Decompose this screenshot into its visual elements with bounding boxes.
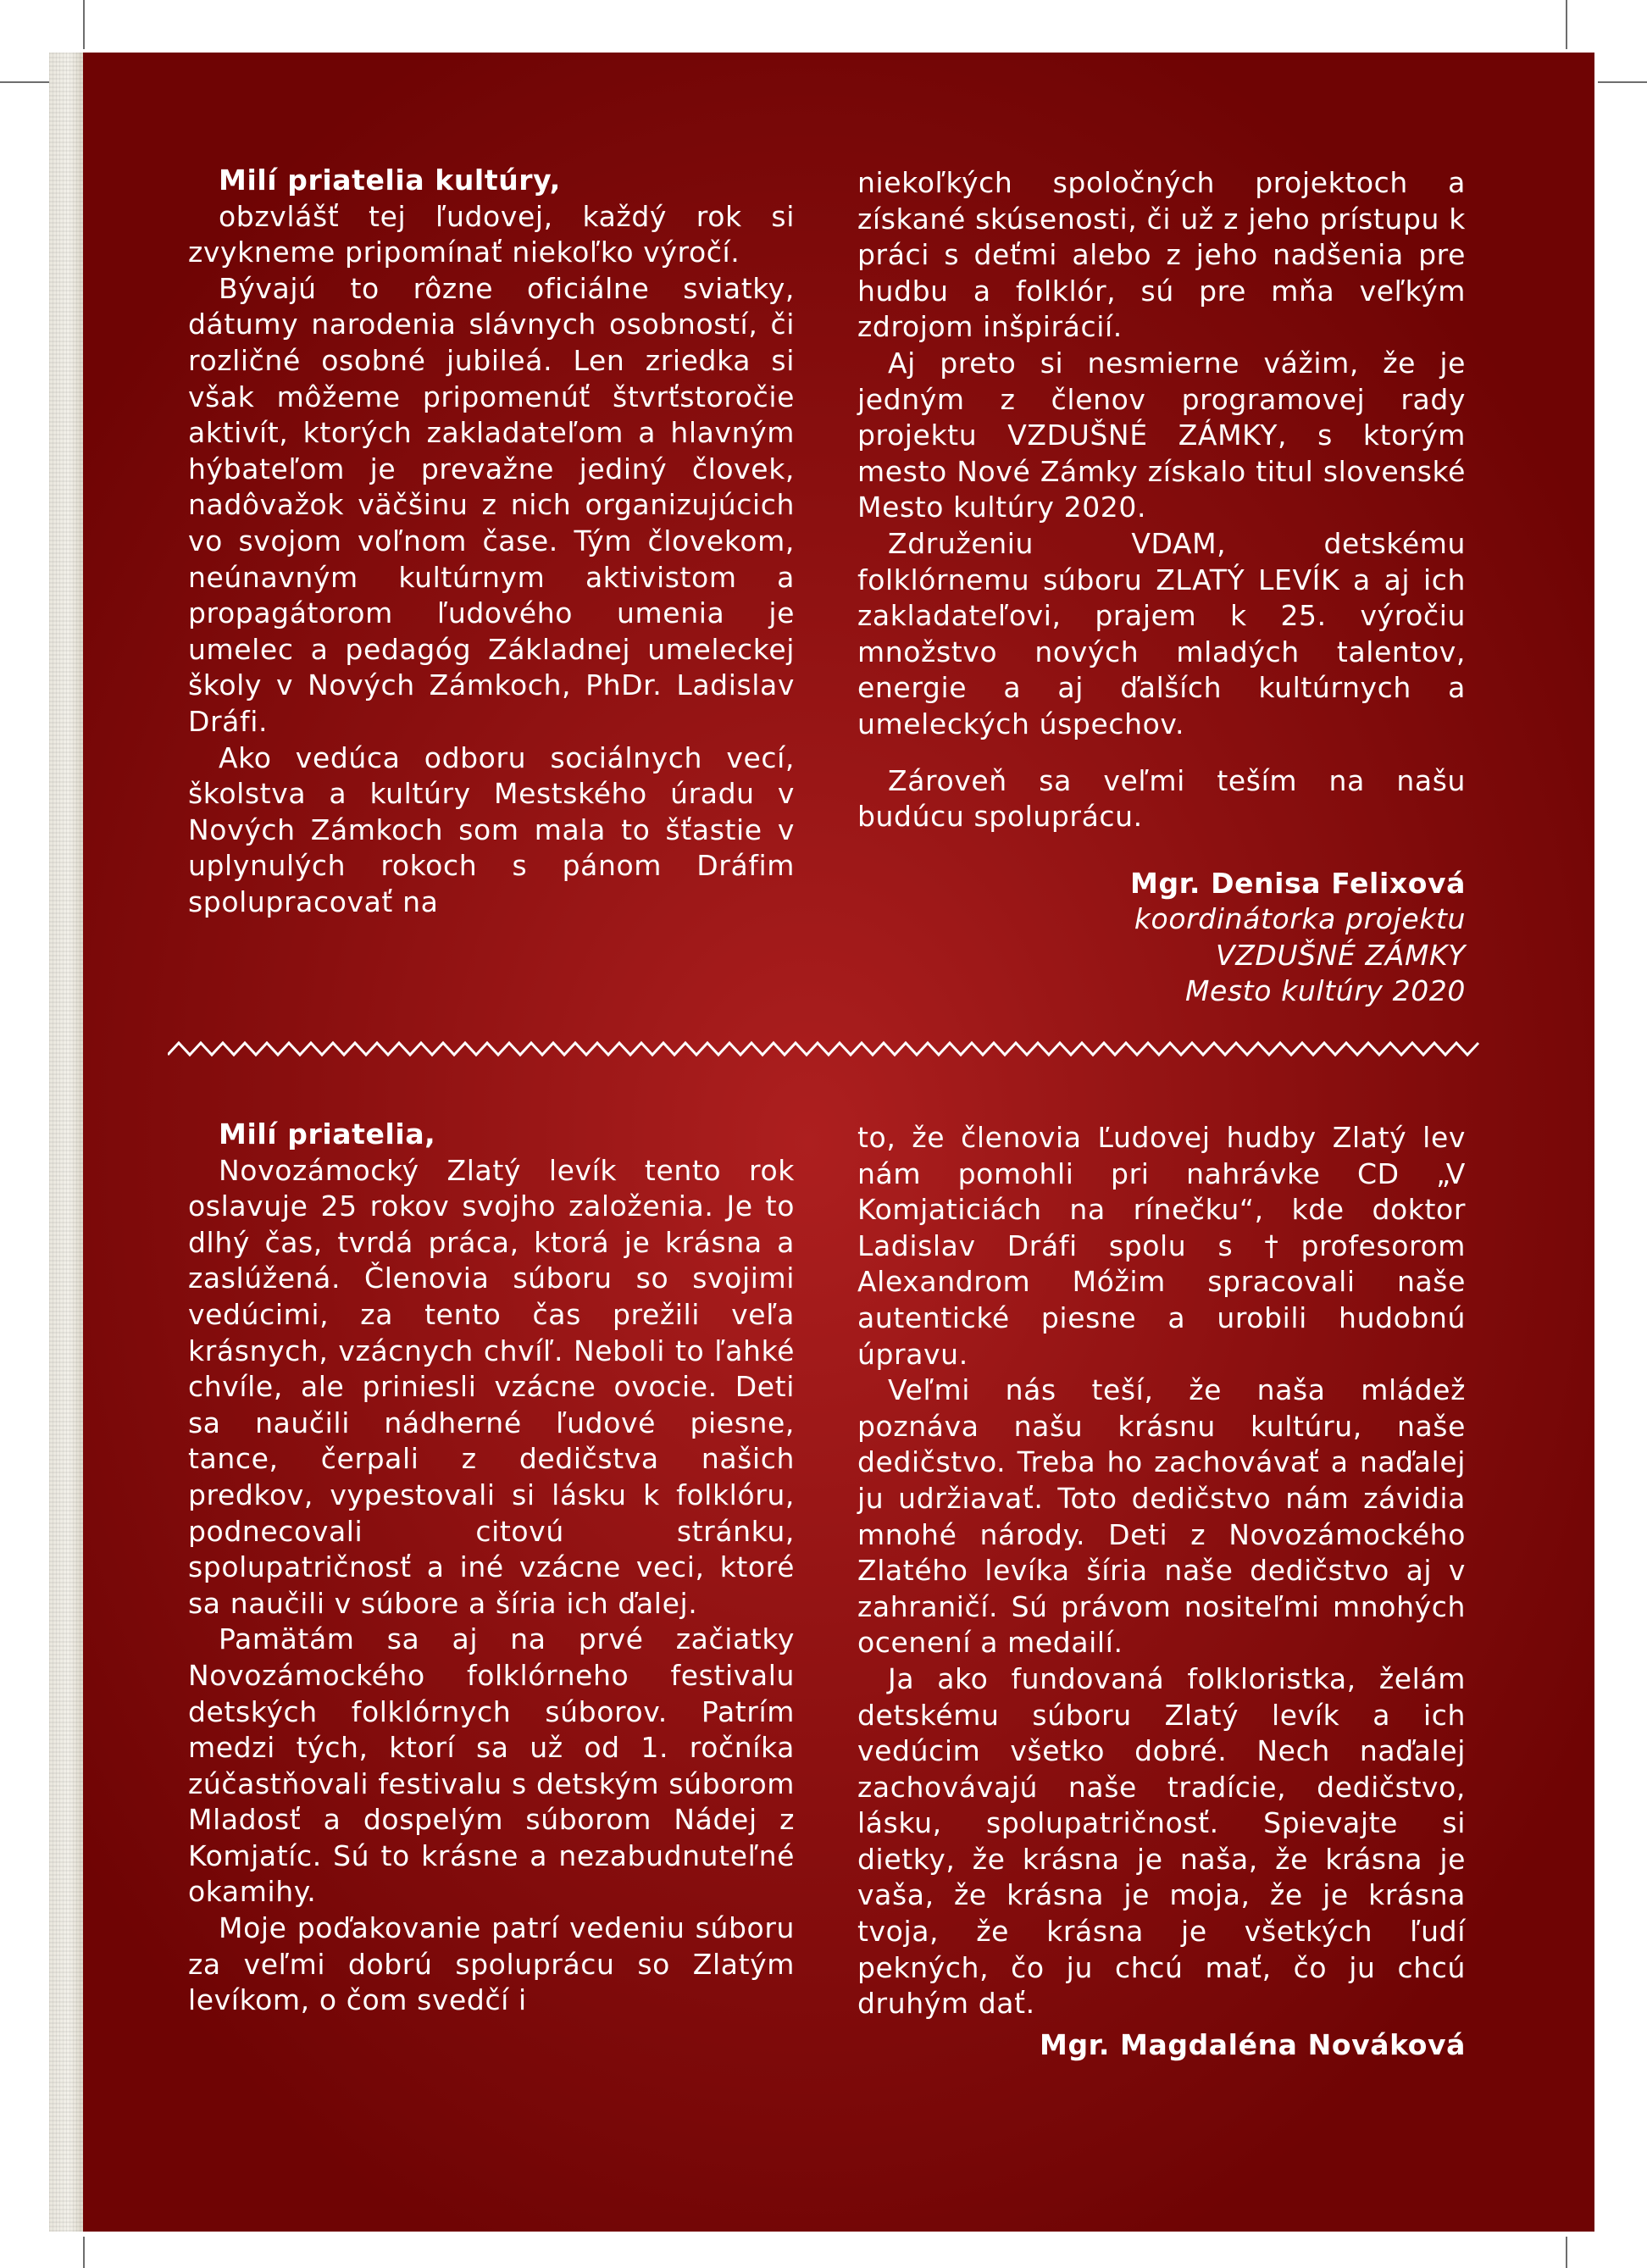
letter1-paragraph: Zároveň sa veľmi teším na našu budúcu spoluprácu. [857,763,1466,834]
letter1-paragraph: obzvlášť tej ľudovej, každý rok si zvykneme pripomínať niekoľko výročí. [188,199,795,269]
letter2-paragraph: Ja ako fundovaná folkloristka, želám detskému súboru Zlatý levík a ich vedúcim všetko dobré. Nech naďalej zachovávajú naše tradície, dedičstvo, lásku, spolupatričnosť. Spievajte si dietky, že krásna je naša, že krásna je vaša, že krásna je moja, že je krásna tvoja, že krásna je všetkých ľudí pekných, čo ju chcú mať, čo ju chcú druhým dať. [857,1661,1466,2021]
letter2-paragraph: Veľmi nás teší, že naša mládež poznáva našu krásnu kultúru, naše dedičstvo. Treba ho zachovávať a naďalej ju udržiavať. Toto dedičstvo nám závidia mnohé národy. Deti z Novozámockého Zlatého levíka šíria naše dedičstvo aj v zahraničí. Sú právom nositeľmi mnohých ocenení a medailí. [857,1373,1466,1660]
letter1-column-left [188,163,795,920]
letter2-paragraph: Pamätám sa aj na prvé začiatky Novozámockého folklórneho festivalu detských folklórnych súborov. Patrím medzi tých, ktorí sa už od 1. ročníka zúčastňovali festivalu s detským súborom Mladosť a dospelým súborom Nádej z Komjatíc. Sú to krásne a nezabudnuteľné okamihy. [188,1622,795,1909]
crop-mark-bottom-right [1566,2237,1567,2268]
letter1-paragraph: niekoľkých spoločných projektoch a získané skúsenosti, či už z jeho prístupu k práci s deťmi alebo z jeho nadšenia pre hudbu a folklór, sú pre mňa veľkým zdrojom inšpirácií. [857,166,1466,344]
letter1-column-right [857,165,1466,1010]
letter1-paragraph: Združeniu VDAM, detskému folklórnemu súboru ZLATÝ LEVÍK a aj ich zakladateľovi, prajem k 25. výročiu množstvo nových mladých talentov, energie a aj ďalších kultúrnych a umeleckých úspechov. [857,526,1466,740]
letter1-greeting: Milí priatelia kultúry, [219,164,561,197]
letter2-signature-name: Mgr. Magdaléna Nováková [1040,2027,1466,2061]
crop-mark-top-left-h [0,81,49,83]
crop-mark-top-left [83,0,85,49]
letter1-signature-role: koordinátorka projektu [1134,902,1466,936]
letter1-paragraph: Aj preto si nesmierne vážim, že je jedným z členov programovej rady projektu VZDUŠNÉ ZÁMKY, s ktorým mesto Nové Zámky získalo titul slovenské Mesto kultúry 2020. [857,346,1466,524]
zigzag-divider [168,1038,1488,1060]
crop-mark-top-right [1566,0,1567,49]
letter2-paragraph: Novozámocký Zlatý levík tento rok oslavuje 25 rokov svojho založenia. Je to dlhý čas, tvrdá práca, ktorá je krásna a zaslúžená. Členovia súboru so svojimi vedúcimi, za tento čas prežili veľa krásnych, vzácnych chvíľ. Neboli to ľahké chvíle, ale priniesli vzácne ovocie. Deti sa naučili nádherné ľudové piesne, tance, čerpali z dedičstva našich predkov, vypestovali si lásku k folklóru, podnecovali citovú stránku, spolupatričnosť a iné vzácne veci, ktoré sa naučili v súbore a šíria ich ďalej. [188,1153,795,1620]
letter1-signature-project: VZDUŠNÉ ZÁMKY [1216,938,1466,972]
letter2-column-left [188,1117,795,2019]
letter1-paragraph: Bývajú to rôzne oficiálne sviatky, dátumy narodenia slávnych osobností, či rozličné osobné jubileá. Len zriedka si však môžeme pripomenúť štvrťstoročie aktivít, ktorých zakladateľom a hlavným hýbateľom je prevažne jediný človek, nadôvažok väčšinu z nich organizujúcich vo svojom voľnom čase. Tým človekom, neúnavným kultúrnym aktivistom a propagátorom ľudového umenia je umelec a pedagóg Základnej umeleckej školy v Nových Zámkoch, PhDr. Ladislav Dráfi. [188,271,795,738]
letter2-paragraph: Moje poďakovanie patrí vedeniu súboru za veľmi dobrú spoluprácu so Zlatým levíkom, o čom svedčí i [188,1911,795,2017]
letter1-signature-name: Mgr. Denisa Felixová [1130,866,1466,900]
letter1-paragraph: Ako vedúca odboru sociálnych vecí, školstva a kultúry Mestského úradu v Nových Zámkoch som mala to šťastie v uplynulých rokoch s pánom Dráfim spolupracovať na [188,740,795,918]
letter2-column-right [857,1120,1466,2063]
linen-texture-strip [49,53,83,2232]
crop-mark-top-right-h [1598,81,1647,83]
crop-mark-bottom-left [83,2237,85,2268]
letter2-paragraph: to, že členovia Ľudovej hudby Zlatý lev nám pomohli pri nahrávke CD „V Komjaticiách na rínečku“, kde doktor Ladislav Dráfi spolu s †profesorom Alexandrom Móžim spracovali naše autentické piesne a urobili hudobnú úpravu. [857,1121,1466,1371]
letter2-greeting: Milí priatelia, [219,1117,436,1151]
letter1-signature-title: Mesto kultúry 2020 [1184,974,1466,1008]
